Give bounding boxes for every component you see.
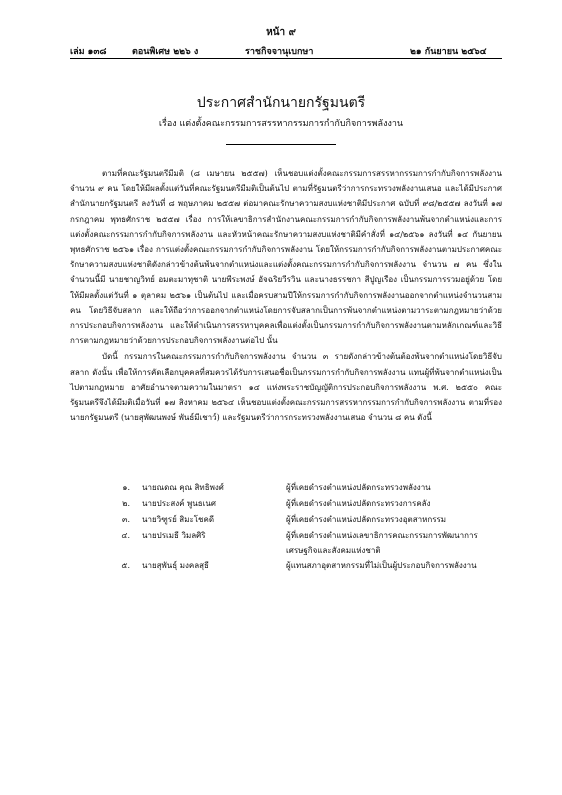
member-name: นายวิฑูรย์ สิมะโชคดี (142, 515, 215, 524)
member-row (90, 496, 502, 512)
page-number: หน้า ๙ (266, 27, 296, 38)
announcement-title: ประกาศสำนักนายกรัฐมนตรี (196, 95, 366, 111)
title-divider (226, 144, 336, 145)
committee-member-list (90, 480, 502, 588)
member-row (90, 558, 502, 588)
member-role: ผู้ที่เคยดำรงตำแหน่งเลขาธิการคณะกรรมการพัฒนาการเศรษฐกิจและสังคมแห่งชาติ (286, 531, 478, 556)
issue-number: ตอนพิเศษ ๒๒๖ ง (132, 47, 199, 57)
member-row (90, 528, 502, 558)
paragraph-background: ตามที่คณะรัฐมนตรีมีมติ (๘ เมษายน ๒๕๕๗) เห็นชอบแต่งตั้งคณะกรรมการสรรหากรรมการกำกับกิจการพลังงาน จำนวน ๙ คน โดยให้มีผลตั้งแต่วันที่คณะรัฐมนตรีมีมติเป็นต้นไป ตามที่รัฐมนตรีว่าการกระทรวงพลังงานเสนอ และได้มีประกาศสำนักนายกรัฐมนตรี ลงวันที่ ๘ พฤษภาคม ๒๕๕๗ ต่อมาคณะรักษาความสงบแห่งชาติมีประกาศ ฉบับที่ ๙๘/๒๕๕๗ ลงวันที่ ๑๗ กรกฎาคม พุทธศักราช ๒๕๕๗ เรื่อง การให้เลขาธิการสำนักงานคณะกรรมการกำกับกิจการพลังงานพ้นจากตำแหน่งและการแต่งตั้งคณะกรรมการกำกับกิจการพลังงาน และหัวหน้าคณะรักษาความสงบแห่งชาติมีคำสั่งที่ ๑๔/๒๕๖๑ ลงวันที่ ๑๔ กันยายน พุทธศักราช ๒๕๖๑ เรื่อง การแต่งตั้งคณะกรรมการกำกับกิจการพลังงาน โดยให้กรรมการกำกับกิจการพลังงานตามประกาศคณะรักษาความสงบแห่งชาติดังกล่าวข้างต้นพ้นจากตำแหน่งและแต่งตั้งคณะกรรมการกำกับกิจการพลังงาน จำนวน ๗ คน ซึ่งในจำนวนนี้มี นายชาญวิทย์ อมตะมาทุชาติ นายพีระพงษ์ อัจฉริยวีรวิน และนางธรรชกา สีปูญเรือง เป็นกรรมการรวมอยู่ด้วย โดยให้มีผลตั้งแต่วันที่ ๑ ตุลาคม ๒๕๖๑ เป็นต้นไป และเมื่อครบสามปีให้กรรมการกำกับกิจการพลังงานออกจากตำแหน่งจำนวนสามคน โดยวิธีจับสลาก และให้ถือว่าการออกจากตำแหน่งโดยการจับสลากเป็นการพ้นจากตำแหน่งตามวาระตามกฎหมายว่าด้วยการประกอบกิจการพลังงาน และให้ดำเนินการสรรหาบุคคลเพื่อแต่งตั้งเป็นกรรมการกำกับกิจการพลังงานตามหลักเกณฑ์และวิธีการตามกฎหมายว่าด้วยการประกอบกิจการพลังงานต่อไป นั้น (70, 169, 502, 346)
member-number: ๑. (122, 483, 130, 492)
member-number: ๓. (121, 515, 130, 524)
paragraph-resolution: บัดนี้ กรรมการในคณะกรรมการกำกับกิจการพลังงาน จำนวน ๓ รายดังกล่าวข้างต้นต้องพ้นจากตำแหน่งโดยวิธีจับสลาก ดังนั้น เพื่อให้การคัดเลือกบุคคลที่สมควรได้รับการเสนอชื่อเป็นกรรมการกำกับกิจการพลังงาน แทนผู้ที่พ้นจากตำแหน่งเป็นไปตามกฎหมาย อาศัยอำนาจตามความในมาตรา ๑๔ แห่งพระราชบัญญัติการประกอบกิจการพลังงาน พ.ศ. ๒๕๕๐ คณะรัฐมนตรีจึงได้มีมติเมื่อวันที่ ๑๗ สิงหาคม ๒๕๖๔ เห็นชอบแต่งตั้งคณะกรรมการสรรหากรรมการกำกับกิจการพลังงาน ตามที่รองนายกรัฐมนตรี (นายสุพัฒนพงษ์ พันธ์มีเชาว์) และรัฐมนตรีว่าการกระทรวงพลังงานเสนอ จำนวน ๘ คน ดังนี้ (70, 352, 502, 423)
member-role: ผู้ที่เคยดำรงตำแหน่งปลัดกระทรวงอุตสาหกรรม (286, 515, 447, 524)
gazette-header (70, 44, 500, 58)
volume-number: เล่ม ๑๓๘ (70, 47, 107, 57)
member-name: นายปรเมธี วิมลศิริ (142, 531, 206, 540)
publication-date: ๒๑ กันยายน ๒๕๖๔ (410, 47, 487, 57)
announcement-body (70, 166, 502, 425)
member-name: นายสุพันธุ์ มงคลสุธี (142, 561, 209, 570)
member-role: ผู้แทนสภาอุตสาหกรรมที่ไม่เป็นผู้ประกอบกิจการพลังงาน (286, 561, 477, 570)
gazette-name: ราชกิจจานุเบกษา (245, 47, 314, 57)
member-number: ๕. (121, 561, 130, 570)
member-role: ผู้ที่เคยดำรงตำแหน่งปลัดกระทรวงพลังงาน (286, 483, 431, 492)
member-name: นายประสงค์ พูนธเนศ (142, 499, 216, 508)
member-row (90, 512, 502, 528)
member-row (90, 480, 502, 496)
member-number: ๒. (122, 499, 130, 508)
member-role: ผู้ที่เคยดำรงตำแหน่งปลัดกระทรวงการคลัง (286, 499, 431, 508)
member-number: ๔. (121, 531, 130, 540)
member-name: นายณดณ คุณ สิทธิพงศ์ (142, 483, 224, 492)
announcement-subject: เรื่อง แต่งตั้งคณะกรรมการสรรหากรรมการกำกับกิจการพลังงาน (158, 119, 404, 129)
header-rule (70, 58, 502, 59)
